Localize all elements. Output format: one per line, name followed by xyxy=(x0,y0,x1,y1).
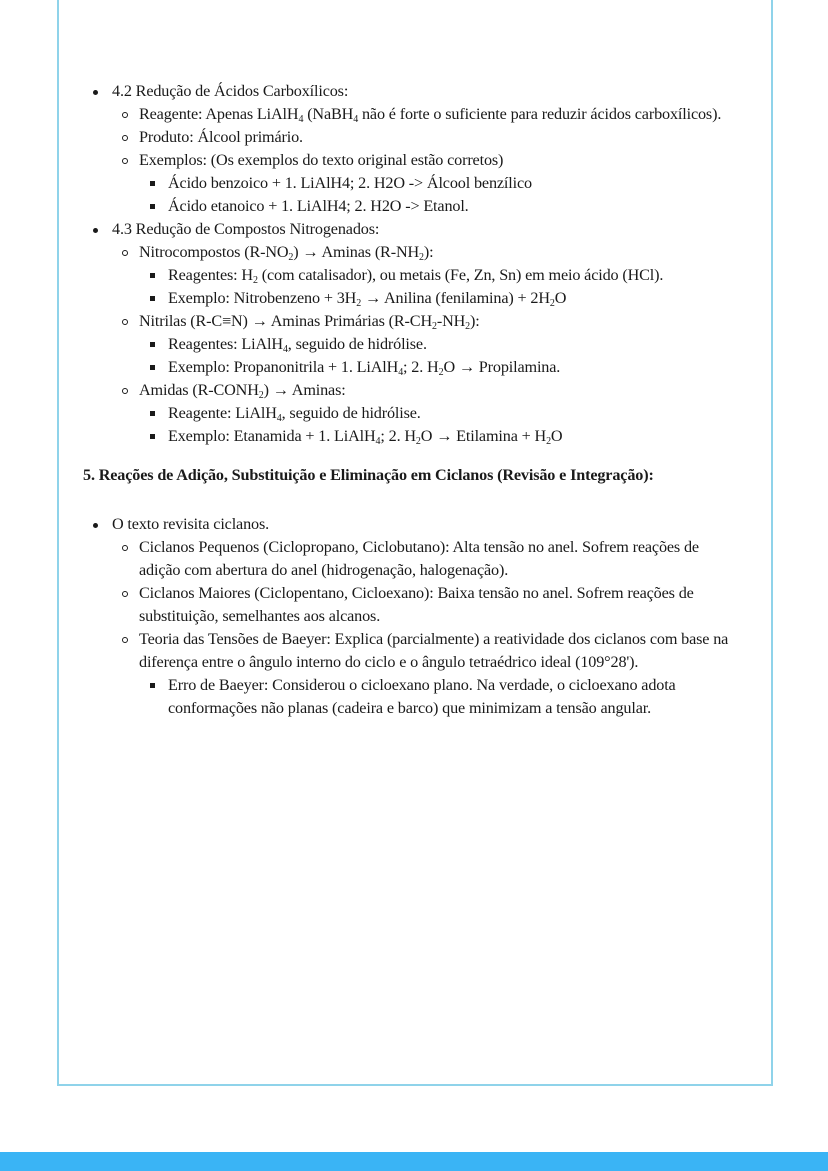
text: O → Propilamina. xyxy=(443,358,561,376)
cyclanes-list xyxy=(112,536,743,720)
list-item-example: Ácido etanoico + 1. LiAlH4; 2. H2O -> Etanol. xyxy=(139,195,743,218)
list-item-4-3 xyxy=(83,218,743,448)
subscript: 2 xyxy=(465,321,471,332)
subscript: 2 xyxy=(419,252,424,263)
text: ): xyxy=(423,243,434,261)
list-item-nitro xyxy=(112,241,743,310)
text: Produto: Álcool primário. xyxy=(139,128,303,146)
subscript: 2 xyxy=(438,367,444,378)
list-item-example: Ácido benzoico + 1. LiAlH4; 2. H2O -> Álcool benzílico xyxy=(139,172,743,195)
text: Reagentes: H xyxy=(168,266,253,284)
list-item-example xyxy=(139,356,743,379)
subscript: 2 xyxy=(415,436,421,447)
text: O texto revisita ciclanos. xyxy=(112,515,270,533)
text: Amidas (R-CONH xyxy=(139,381,259,399)
subsection-title: 4.3 Redução de Compostos Nitrogenados: xyxy=(112,220,380,238)
subscript: 4 xyxy=(398,367,404,378)
text: Nitrilas (R-C≡N) → Aminas Primárias (R-CH xyxy=(139,312,432,330)
text: → Anilina (fenilamina) + 2H xyxy=(361,289,550,307)
list-item-example xyxy=(139,425,743,448)
text: ; 2. H xyxy=(380,427,416,445)
text: ): xyxy=(470,312,480,330)
text: ) → Aminas: xyxy=(263,381,346,399)
text: Reagente: Apenas LiAlH xyxy=(139,105,299,123)
subscript: 2 xyxy=(546,436,551,447)
subscript: 2 xyxy=(549,298,555,309)
text: não é forte o suficiente para reduzir ácidos carboxílicos). xyxy=(358,105,722,123)
list-item-example xyxy=(139,287,743,310)
list-item-product xyxy=(112,126,743,149)
list-item-reagents xyxy=(139,333,743,356)
document-content xyxy=(83,80,743,720)
text: ) → Aminas (R-NH xyxy=(293,243,420,261)
subscript: 2 xyxy=(431,321,437,332)
text: -NH xyxy=(436,312,466,330)
list-item-intro xyxy=(83,513,743,720)
amide-details xyxy=(139,402,743,448)
sublist-4-3 xyxy=(112,241,743,448)
text: Nitrocompostos (R-NO xyxy=(139,243,289,261)
text: Exemplo: Etanamida + 1. LiAlH xyxy=(168,427,376,445)
text: Teoria das Tensões de Baeyer: Explica (parcialmente) a reatividade dos ciclanos com base na diferença entre o ângulo interno do ciclo e o ângulo tetraédrico ideal (109°28'). xyxy=(139,630,729,671)
subscript: 2 xyxy=(252,275,258,286)
subscript: 4 xyxy=(353,114,359,125)
subscript: 4 xyxy=(298,114,304,125)
section-4-list xyxy=(83,80,743,448)
subsection-title: 4.2 Redução de Ácidos Carboxílicos: xyxy=(112,82,349,100)
text: O → Etilamina + H xyxy=(420,427,547,445)
section-5-heading: 5. Reações de Adição, Substituição e Eliminação em Ciclanos (Revisão e Integração): xyxy=(83,466,654,484)
list-item-4-2 xyxy=(83,80,743,218)
list-item-baeyer-error: Erro de Baeyer: Considerou o cicloexano plano. Na verdade, o cicloexano adota conformações não planas (cadeira e barco) que minimizam a tensão angular. xyxy=(139,674,743,720)
subscript: 2 xyxy=(288,252,294,263)
list-item-small-cyclanes: Ciclanos Pequenos (Ciclopropano, Ciclobutano): Alta tensão no anel. Sofrem reações de adição com abertura do anel (hidrogenação, halogenação). xyxy=(112,536,743,582)
baeyer-details xyxy=(139,674,743,720)
text: Exemplos: (Os exemplos do texto original estão corretos) xyxy=(139,151,504,169)
examples-list xyxy=(139,172,743,218)
text: (NaBH xyxy=(303,105,354,123)
list-item-baeyer-theory xyxy=(112,628,743,720)
text: Exemplo: Nitrobenzeno + 3H xyxy=(168,289,357,307)
subscript: 4 xyxy=(282,344,288,355)
text: Reagente: LiAlH xyxy=(168,404,277,422)
nitrile-details xyxy=(139,333,743,379)
text: O xyxy=(550,427,563,445)
nitro-details xyxy=(139,264,743,310)
list-item-nitrile xyxy=(112,310,743,379)
text: , seguido de hidrólise. xyxy=(287,335,427,353)
list-item-examples xyxy=(112,149,743,218)
section-5-list xyxy=(83,513,743,720)
subscript: 4 xyxy=(375,436,381,447)
subscript: 2 xyxy=(258,390,264,401)
text: Reagentes: LiAlH xyxy=(168,335,283,353)
text: Exemplo: Propanonitrila + 1. LiAlH xyxy=(168,358,399,376)
list-item-reagent xyxy=(139,402,743,425)
subscript: 4 xyxy=(276,413,282,424)
subscript: 2 xyxy=(356,298,362,309)
list-item-amide xyxy=(112,379,743,448)
list-item-reagent xyxy=(112,103,743,126)
text: O xyxy=(554,289,567,307)
text: ; 2. H xyxy=(403,358,439,376)
text: (com catalisador), ou metais (Fe, Zn, Sn) em meio ácido (HCl). xyxy=(257,266,664,284)
list-item-reagents xyxy=(139,264,743,287)
list-item-large-cyclanes: Ciclanos Maiores (Ciclopentano, Cicloexano): Baixa tensão no anel. Sofrem reações de substituição, semelhantes aos alcanos. xyxy=(112,582,743,628)
text: , seguido de hidrólise. xyxy=(281,404,421,422)
sublist-4-2 xyxy=(112,103,743,218)
bottom-bar xyxy=(0,1152,828,1171)
